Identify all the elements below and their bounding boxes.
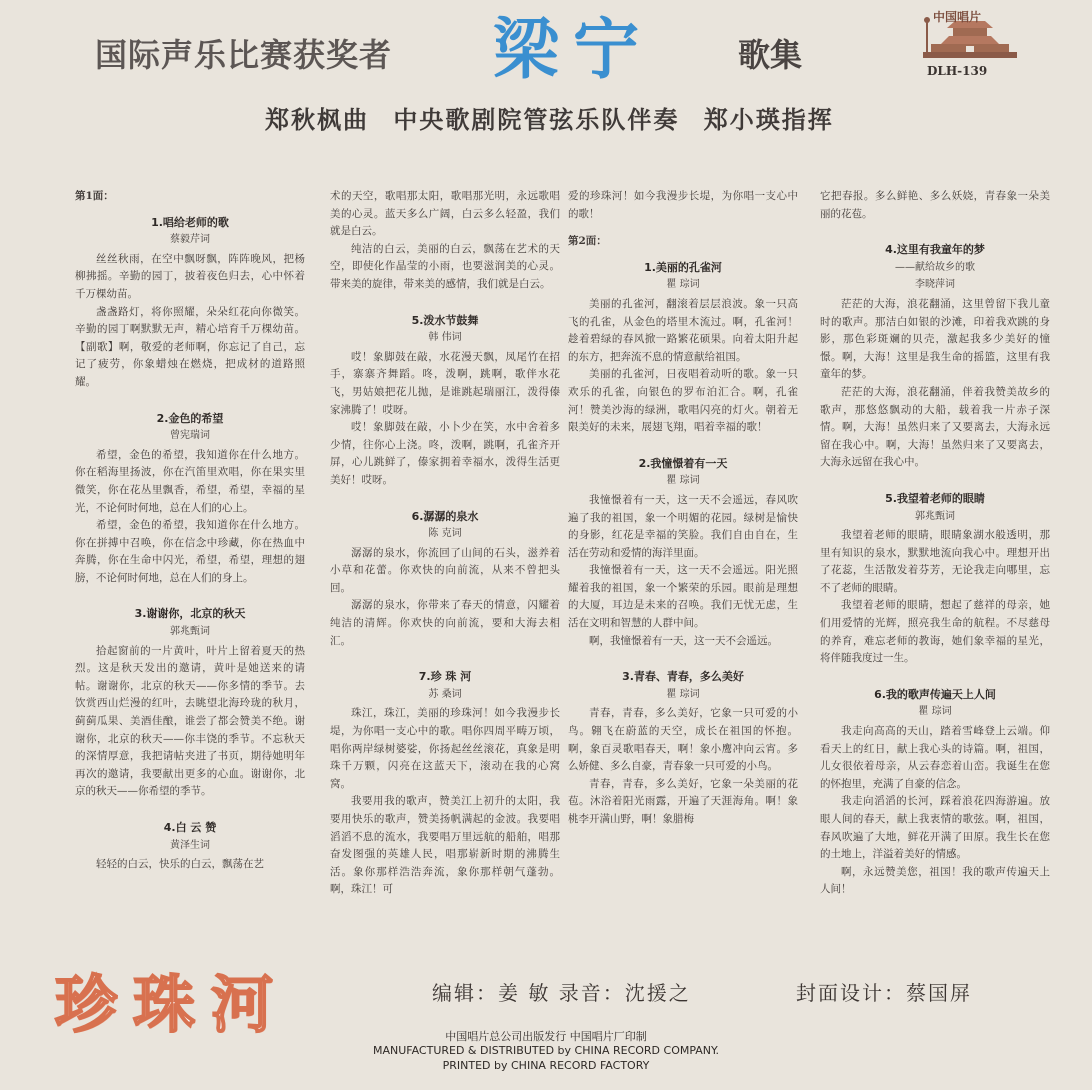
song-title: 6.潺潺的泉水 bbox=[411, 509, 479, 523]
song-title: 5.泼水节鼓舞 bbox=[411, 313, 479, 327]
song-title: 5.我望着老师的眼睛 bbox=[885, 491, 985, 505]
manufactured-by: MANUFACTURED & DISTRIBUTED by CHINA RECORD COMPANY. bbox=[372, 1044, 720, 1057]
lyricist: 韩 伟词 bbox=[428, 332, 462, 344]
song-title: 4.这里有我童年的梦 bbox=[885, 243, 985, 257]
lyricist: 李晓萍词 bbox=[915, 279, 955, 291]
lyricist: 瞿 琮词 bbox=[918, 706, 952, 718]
lyricist: 郭兆甄词 bbox=[915, 510, 955, 522]
lyrics-paragraph: 啊，永远赞美您，祖国！我的歌声传遍天上人间！ bbox=[820, 865, 1050, 896]
song-title: 3.青春、青春，多么美好 bbox=[622, 670, 744, 684]
lyrics-paragraph: 潺潺的泉水，你流回了山间的石头，滋养着小草和花蕾。你欢快的向前流，从来不曾把头回。 bbox=[330, 546, 560, 594]
lyrics-paragraph: 拾起窗前的一片黄叶，叶片上留着夏天的热烈。这是秋天发出的邀请，黄叶是她送来的请帖。谢谢你，北京的秋天——你多情的季节。去饮赏西山烂漫的红叶，去眺望北海玲珑的秋月，蓟蓟瓜果、美酒佳酿，谁尝了都会赞美不绝。谢谢你，北京的秋天——你丰饶的季节。不忘秋天的深情厚意，我把请帖夹进了书页，期待她明年再次的邀请，我要献出更多的心血。谢谢你，北京的秋天——你希望的季节。 bbox=[75, 644, 305, 798]
lyrics-paragraph: 美丽的孔雀河，日夜唱着动听的歌。象一只欢乐的孔雀，向银色的罗布泊汇合。啊，孔雀河！赞美沙海的绿洲，歌唱闪亮的灯火。朝着无限美好的未来，展翅飞翔，唱着幸福的歌！ bbox=[568, 368, 798, 434]
lyricist: 苏 桑词 bbox=[428, 688, 462, 700]
lyricist: 黄泽生词 bbox=[170, 839, 210, 851]
lyrics-paragraph: 哎！象脚鼓在敲，小卜少在笑，水中舍着多少情，往你心上浇。咚，泼啊，跳啊，孔雀齐开屏，心儿跳鲜了，傣家拥着幸福水，泼得生活更美好！哎呀。 bbox=[330, 421, 560, 486]
song-title: 3.谢谢你，北京的秋天 bbox=[134, 607, 246, 621]
lyricist: 蔡毅芹词 bbox=[170, 234, 210, 246]
song-title: 4.白 云 赞 bbox=[163, 821, 217, 834]
lyrics-paragraph: 青春，青春，多么美好，它象一只可爱的小鸟。翱飞在蔚蓝的天空，成长在祖国的怀抱。啊，象百灵歌唱春天，啊！象小鹰冲向云宵。多么娇健、多么自豪，青春象一只可爱的小鸟。 bbox=[568, 707, 798, 773]
lyrics-paragraph: 我要用我的歌声，赞美江上初升的太阳，我要用快乐的歌声，赞美扬帆满起的金波。我要唱滔滔不息的流水，我要唱万里远航的船舶，唱那奋发图强的英雄人民，唱那崭新时期的沸腾生活。象你那样浩浩奔流，象你那样朝气蓬勃。啊，珠江！可 bbox=[330, 795, 560, 896]
catalog-number: DLH-139 bbox=[927, 64, 988, 78]
logo-label: 中国唱片 bbox=[933, 10, 982, 24]
lyrics-paragraph: 茫茫的大海，浪花翻涌，这里曾留下我儿童时的歌声。那洁白如银的沙滩，印着我欢跳的身影，那色彩斑斓的贝壳，激起我多少美好的憧憬。啊，大海！这里是我生命的摇篮，这里有我童年的梦。 bbox=[820, 297, 1050, 381]
lyrics-paragraph: 希望，金色的希望，我知道你在什么地方。你在拼搏中召唤，你在信念中珍藏，你在热血中奔腾，你在生命中闪光，希望，希望，理想的翅膀，不论何时何地，总在人们的身上。 bbox=[75, 519, 305, 584]
printed-by: PRINTED by CHINA RECORD FACTORY bbox=[442, 1059, 650, 1072]
lyrics-paragraph: 术的天空，歌唱那太阳，歌唱那光明，永远歌唱美的心灵。蓝天多么广阔，白云多么轻盈，我们就是白云。 bbox=[330, 190, 560, 238]
lyrics-column-2 bbox=[330, 188, 560, 899]
lyrics-column-1 bbox=[75, 188, 305, 874]
singer-name: 梁宁 bbox=[493, 11, 653, 88]
album-title-calligraphy: 珍珠河 bbox=[55, 968, 290, 1041]
publisher-cn: 中国唱片总公司出版发行 中国唱片厂印制 bbox=[445, 1030, 647, 1043]
song-title: 1.唱给老师的歌 bbox=[151, 215, 229, 229]
lyrics-paragraph: 美丽的孔雀河，翻滚着层层浪波。象一只高飞的孔雀，从金色的塔里木流过。啊，孔雀河！趁着碧绿的春风掀一路繁花硕果。向着太阳升起的东方，把奔流不息的情意献给祖国。 bbox=[568, 297, 798, 363]
lyrics-paragraph: 丝丝秋雨，在空中飘呀飘，阵阵晚风，把杨柳拂摇。辛勤的园丁，披着夜色归去，心中怀着千万棵幼苗。 bbox=[75, 252, 305, 300]
collection-label: 歌集 bbox=[738, 36, 803, 74]
lyrics-paragraph: 青春，青春，多么美好，它象一朵美丽的花苞。沐浴着阳光雨露，开遍了天涯海角。啊！象桃李开满山野，啊！象腊梅 bbox=[568, 777, 798, 825]
lyrics-paragraph: 我走向滔滔的长河，踩着浪花四海游遍。放眼人间的春天，献上我衷情的歌弦。啊，祖国，春风吹遍了大地，鲜花开满了田原。我生长在您的土地上，洋溢着美好的情感。 bbox=[820, 795, 1050, 861]
lyrics-paragraph: 啊，我憧憬着有一天，这一天不会遥远。 bbox=[589, 634, 778, 647]
lyrics-paragraph: 爱的珍珠河！如今我漫步长堤，为你唱一支心中的歌！ bbox=[568, 190, 798, 220]
lyrics-paragraph: 潺潺的泉水，你带来了春天的情意，闪耀着纯洁的清辉。你欢快的向前流，要和大海去相汇。 bbox=[330, 599, 560, 647]
contest-winner-title: 国际声乐比赛获奖者 bbox=[95, 36, 393, 74]
song-title: 1.美丽的孔雀河 bbox=[644, 260, 722, 274]
lyrics-paragraph: 茫茫的大海，浪花翻涌，伴着我赞美故乡的歌声，那悠悠飘动的大船，载着我一片赤子深情。啊，大海！虽然归来了又要离去，大海永远留在我心中。啊，大海！虽然归来了又要离去，大海永远留在我心中。 bbox=[820, 385, 1050, 469]
lyrics-paragraph: 我走向高高的天山，踏着雪峰登上云端。仰看天上的红日，献上我心头的诗篇。啊，祖国，儿女很依着母亲，从云春恋着山峦。我诞生在您的怀抱里，充满了自豪的信念。 bbox=[820, 725, 1050, 790]
song-title: 2.金色的希望 bbox=[156, 411, 224, 425]
lyrics-column-3 bbox=[568, 188, 798, 829]
lyrics-paragraph: 我憧憬着有一天，这一天不会遥远，春风吹遍了我的祖国，象一个明媚的花园。绿树是愉快的身影，红花是幸福的笑脸。我们自由自在，生活在劳动和爱情的海洋里面。 bbox=[568, 493, 798, 559]
song-title: 6.我的歌声传遍天上人间 bbox=[874, 687, 996, 701]
cover-design-credit: 封面设计：蔡国屏 bbox=[796, 981, 972, 1005]
lyricist: 陈 克词 bbox=[428, 528, 462, 540]
lyrics-paragraph: 我望着老师的眼睛，眼睛象湖水般透明，那里有知识的泉水，默默地流向我心中。理想开出了花蕊，生活散发着芬芳，无论我走向哪里，忘不了老师的眼睛。 bbox=[820, 529, 1050, 594]
lyrics-paragraph: 珠江，珠江，美丽的珍珠河！如今我漫步长堤，为你唱一支心中的歌。唱你四周平畴万顷，唱你两岸绿树婆娑，你扬起丝丝滚花，真象是明珠千万颗，闪亮在这蓝天下，滚动在我的心窝窝。 bbox=[330, 707, 560, 790]
editor-recording-credits: 编辑：姜 敏 录音：沈援之 bbox=[432, 981, 691, 1005]
lyricist: 瞿 琮词 bbox=[666, 475, 700, 487]
side-a-label: 第1面： bbox=[75, 190, 114, 202]
lyrics-paragraph: 哎！象脚鼓在敲，水花漫天飘，凤尾竹在招手，寨寨齐舞蹈。咚，泼啊，跳啊，歌伴水花飞，男姑娘把花儿抛，是谁跳起瑞丽江，泼得傣家沸腾了！哎呀。 bbox=[330, 350, 560, 416]
lyricist: 曾宪瑞词 bbox=[170, 430, 210, 442]
composer-credits: 郑秋枫曲 中央歌剧院管弦乐队伴奏 郑小瑛指挥 bbox=[265, 105, 834, 134]
lyrics-column-4 bbox=[820, 188, 1050, 899]
lyrics-paragraph: 希望，金色的希望，我知道你在什么地方。你在稻海里扬波，你在汽笛里欢唱，你在果实里微笑，你在花丛里飘香，希望，希望，幸福的星光，不论何时何地，总在人们的心上。 bbox=[75, 448, 305, 514]
lyrics-paragraph: 盏盏路灯，将你照耀，朵朵红花向你微笑。辛勤的园丁啊默默无声，精心培育千万棵幼苗。【副歌】啊，敬爱的老师啊，你忘记了自己，忘记了疲劳，你象蜡烛在燃烧，把成材的道路照耀。 bbox=[75, 305, 305, 388]
lyrics-paragraph: 纯洁的白云，美丽的白云，飘荡在艺术的天空，即使化作晶莹的小雨，也要滋润美的心灵。带来美的旋律，带来美的感情，我们就是白云。 bbox=[330, 242, 560, 290]
lyricist: 瞿 琮词 bbox=[666, 688, 700, 700]
lyrics-paragraph: 我憧憬着有一天，这一天不会遥远。阳光照耀着我的祖国，象一个繁荣的乐园。眼前是理想的大厦，耳边是未来的召唤。我们无忧无虑，生活在文明和智慧的人群中间。 bbox=[568, 564, 798, 630]
lyricist: 郭兆甄词 bbox=[170, 626, 210, 638]
song-title: 2.我憧憬着有一天 bbox=[638, 456, 728, 470]
lyrics-paragraph: 我望着老师的眼睛，想起了慈祥的母亲，她们用爱情的光辉，照亮我生命的航程。不尽慈母的养育，难忘老师的教诲，她们象幸福的星光，将伴随我度过一生。 bbox=[820, 599, 1050, 665]
lyrics-paragraph: 它把春报。多么鲜艳、多么妖娆，青春象一朵美丽的花苞。 bbox=[820, 190, 1050, 220]
lyricist: 瞿 琮词 bbox=[666, 279, 700, 291]
song-title: 7.珍 珠 河 bbox=[418, 670, 472, 684]
song-subtitle: ——献给故乡的歌 bbox=[895, 261, 975, 273]
side-b-label: 第2面： bbox=[568, 235, 607, 248]
lyrics-paragraph: 轻轻的白云，快乐的白云，飘荡在艺 bbox=[96, 858, 264, 871]
